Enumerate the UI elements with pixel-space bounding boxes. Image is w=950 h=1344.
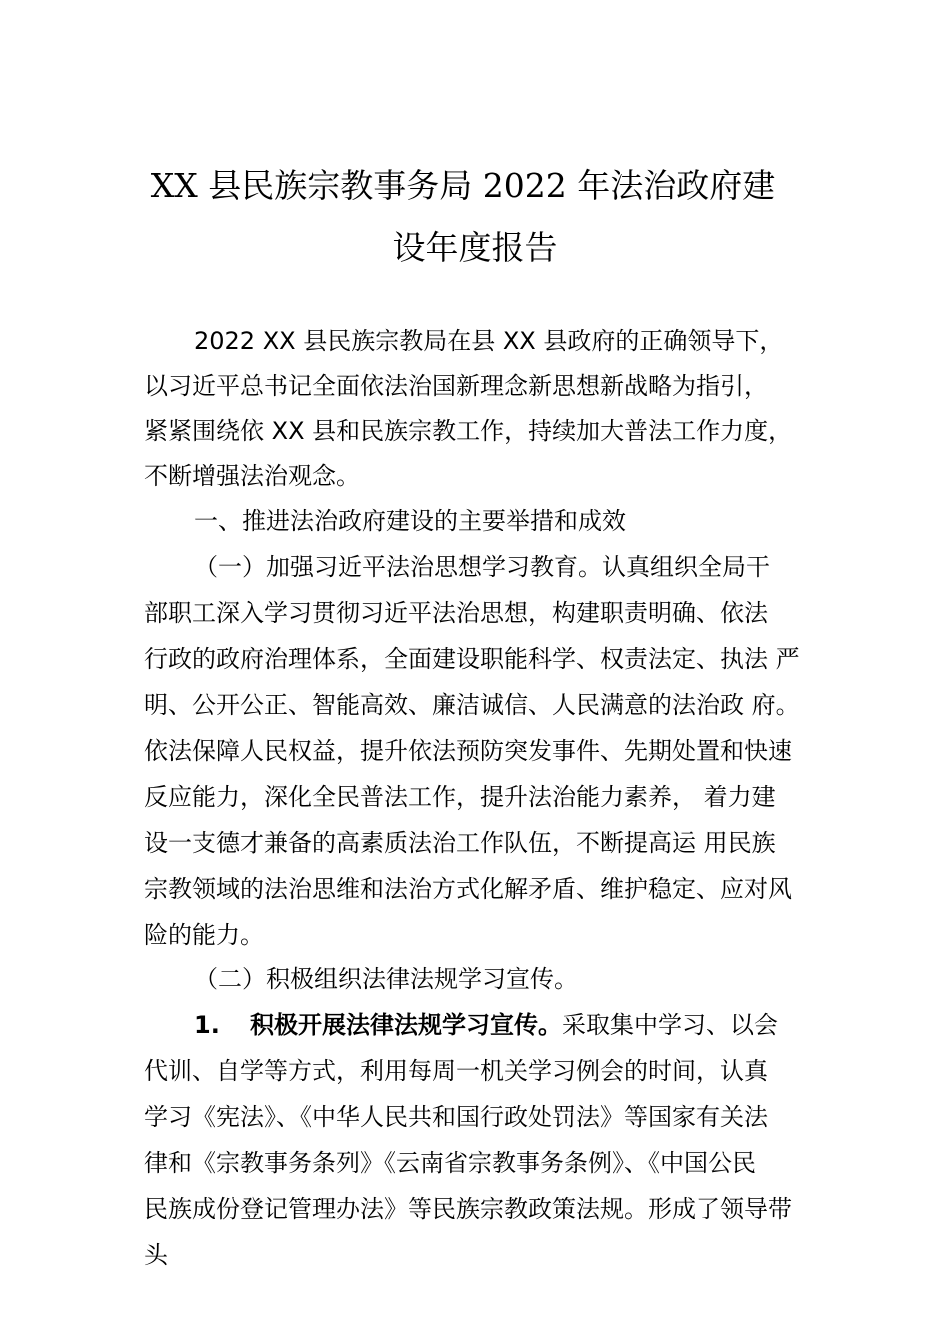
subsection-heading: （二）积极组织法律法规学习宣传。 bbox=[194, 965, 578, 993]
item-lead-bold: 积极开展法律法规学习宣传。 bbox=[250, 1011, 562, 1039]
subsection-heading-line: （一）加强习近平法治思想学习教育。认真组织全局干 bbox=[194, 553, 770, 581]
item-number: 1. bbox=[194, 1011, 220, 1039]
document-title-line-2: 设年度报告 bbox=[392, 228, 558, 267]
paragraph-line: 学习《宪法》、《中华人民共和国行政处罚法》等国家有关法 bbox=[144, 1103, 768, 1131]
paragraph-line: 民族成份登记管理办法》等民族宗教政策法规。形成了领导带 bbox=[144, 1195, 792, 1223]
paragraph-line: 2022 XX 县民族宗教局在县 XX 县政府的正确领导下， bbox=[194, 327, 784, 355]
item-lead-rest: 采取集中学习、以会 bbox=[562, 1011, 778, 1039]
paragraph-line: 以习近平总书记全面依法治国新理念新思想新战略为指引， bbox=[144, 372, 768, 400]
paragraph-line: 设一支德才兼备的高素质法治工作队伍，不断提高运 用民族 bbox=[144, 829, 776, 857]
paragraph-line: 明、公开公正、智能高效、廉洁诚信、人民满意的法治政 府。 bbox=[144, 691, 800, 719]
paragraph-line: 宗教领域的法治思维和法治方式化解矛盾、维护稳定、应对风 bbox=[144, 875, 792, 903]
paragraph-line: 险的能力。 bbox=[144, 921, 264, 949]
paragraph-line: 律和《宗教事务条列》《云南省宗教事务条例》、《中国公民 bbox=[144, 1149, 756, 1177]
paragraph-line: 紧紧围绕依 XX 县和民族宗教工作，持续加大普法工作力度， bbox=[144, 417, 793, 445]
paragraph-line: 头 bbox=[144, 1241, 168, 1269]
paragraph-line: 依法保障人民权益，提升依法预防突发事件、先期处置和快速 bbox=[144, 737, 792, 765]
paragraph-line: 反应能力，深化全民普法工作，提升法治能力素养， 着力建 bbox=[144, 783, 776, 811]
paragraph-line: 不断增强法治观念。 bbox=[144, 462, 360, 490]
paragraph-line: 行政的政府治理体系，全面建设职能科学、权责法定、执法 严 bbox=[144, 645, 800, 673]
section-heading: 一、推进法治政府建设的主要举措和成效 bbox=[194, 507, 626, 535]
document-title-line-1: XX 县民族宗教事务局 2022 年法治政府建 bbox=[150, 166, 776, 205]
numbered-item-line bbox=[194, 1010, 894, 1040]
paragraph-line: 部职工深入学习贯彻习近平法治思想，构建职责明确、依法 bbox=[144, 599, 768, 627]
paragraph-line: 代训、自学等方式，利用每周一机关学习例会的时间，认真 bbox=[144, 1057, 768, 1085]
